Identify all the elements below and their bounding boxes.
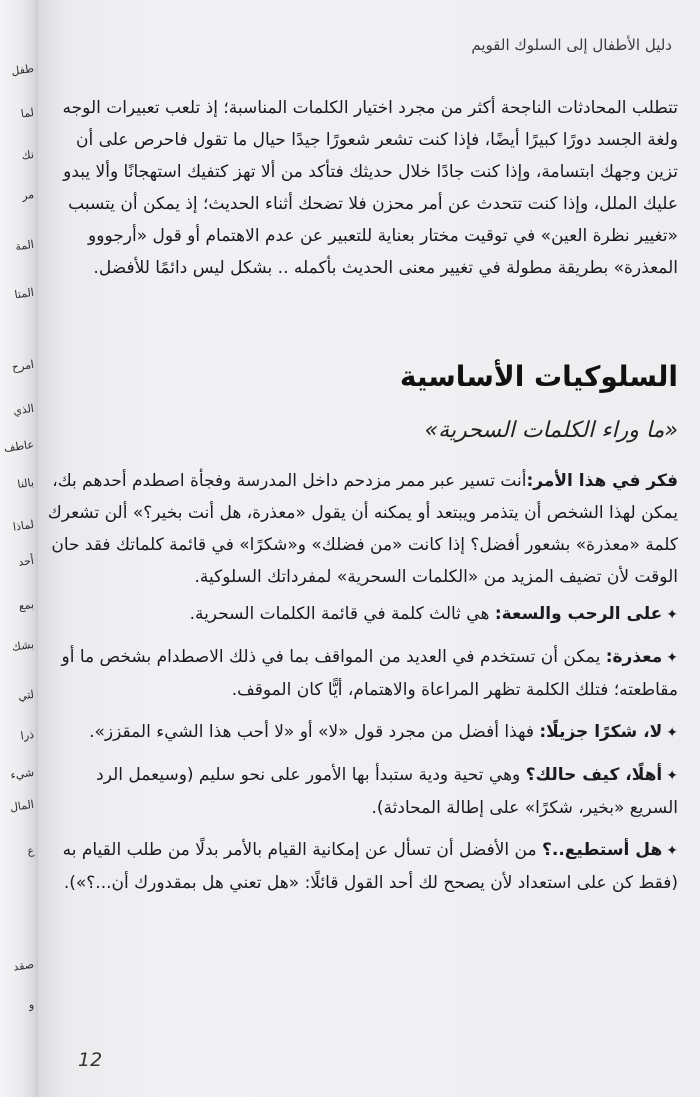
item-term: معذرة: (605, 647, 663, 667)
think-text: أنت تسير عبر ممر مزدحم داخل المدرسة وفجأة اصطدم أحدهم بك، يمكن لهذا الشخص أن يتذمر ويبتعد أو يمكنه أن يقول «معذرة، هل أنت بخير؟» ألن تشعرك كلمة «معذرة» بشعور أفضل؟ إذا كانت «من فضلك» و«شكرًا» في قائمة كلماتك فقد حان الوقت لأن تضيف المزيد من «الكلمات السحرية» لمفرداتك السلوكية. (47, 471, 678, 587)
intro-paragraph (44, 92, 678, 284)
bullet-icon: ✦ (666, 843, 678, 859)
item-term: أهلًا، كيف حالك؟ (525, 765, 663, 785)
running-head: دليل الأطفال إلى السلوك القويم (471, 36, 672, 54)
edge-fragment: امرح (11, 357, 35, 374)
edge-fragment: لتي (17, 687, 35, 703)
item-text: فهذا أفضل من مجرد قول «لا» أو «لا أحب هذا الشيء المقزز». (89, 722, 540, 742)
edge-fragment: المتا (13, 285, 35, 302)
edge-fragment: بمع (17, 597, 35, 613)
list-item (44, 598, 678, 631)
item-term: هل أستطيع..؟ (542, 840, 663, 860)
think-paragraph-text (44, 465, 678, 593)
edge-fragment: ع (26, 843, 35, 858)
page-number: 12 (78, 1049, 103, 1071)
edge-fragment: الذي (12, 401, 35, 418)
edge-fragment: لما (20, 105, 35, 121)
magic-words-list (44, 598, 678, 909)
list-item (44, 716, 678, 749)
item-text: وهي تحية ودية ستبدأ بها الأمور على نحو سليم (وسيعمل الرد السريع «بخير، شكرًا» على إطالة المحادثة). (96, 765, 678, 818)
edge-fragment: شيء (9, 765, 35, 782)
bullet-icon: ✦ (666, 725, 678, 741)
item-text: هي ثالث كلمة في قائمة الكلمات السحرية. (189, 604, 495, 624)
edge-fragment: و (27, 997, 35, 1012)
list-item (44, 759, 678, 824)
edge-fragment: لماذا (12, 517, 35, 534)
edge-fragment: ذرا (19, 727, 35, 743)
item-term: على الرحب والسعة: (494, 604, 663, 624)
edge-fragment: أحد (17, 553, 35, 569)
section-heading: السلوكيات الأساسية (399, 360, 678, 393)
bullet-icon: ✦ (666, 650, 678, 666)
item-text: يمكن أن تستخدم في العديد من المواقف بما في ذلك الاصطدام بشخص ما أو مقاطعته؛ فتلك الكلمة تظهر المراعاة والاهتمام، أيًّا كان الموقف. (61, 647, 678, 700)
item-text: من الأفضل أن تسأل عن إمكانية القيام بالأمر بدلًا من طلب القيام به (فقط كن على استعداد لأن يصحح لك أحد القول قائلًا: «هل تعني هل بمقدورك أن...؟»). (62, 840, 678, 893)
list-item (44, 834, 678, 899)
edge-fragment: نك (20, 147, 35, 163)
think-label: فكر في هذا الأمر: (526, 471, 678, 491)
edge-fragment: المة (14, 237, 35, 254)
edge-fragment: عاطف (3, 437, 35, 455)
sub-heading: «ما وراء الكلمات السحرية» (424, 418, 678, 443)
intro-text: تتطلب المحادثات الناجحة أكثر من مجرد اختيار الكلمات المناسبة؛ إذ تلعب تعبيرات الوجه ولغة الجسد دورًا كبيرًا أيضًا، فإذا كنت تشعر شعورًا جيدًا حيال ما تقول فاحرص على أن تزين وجهك ابتسامة، وإذا كنت جادًا خلال حديثك فتأكد من ألا تهز كتفيك استهجانًا وألا يبدو عليك الملل، وإذا كنت تتحدث عن أمر محزن فلا تضحك أثناء الحديث؛ إذ يمكن أن يتسبب «تغيير نظرة العين» في توقيت مختار بعناية للتعبير عن عدم الاهتمام أو قول «أرجووو المعذرة» بطريقة مطولة في تغيير معنى الحديث بأكمله .. بشكل ليس دائمًا للأفضل. (62, 98, 678, 278)
bullet-icon: ✦ (666, 607, 678, 623)
item-term: لا، شكرًا جزيلًا: (539, 722, 663, 742)
book-page (38, 0, 700, 1097)
think-paragraph (44, 465, 678, 593)
edge-fragment: بشك (10, 637, 35, 654)
adjacent-page-edge (0, 0, 38, 1097)
edge-fragment: صقد (12, 957, 35, 974)
edge-fragment: بالنا (16, 475, 35, 491)
edge-fragment: طفل (10, 61, 35, 78)
edge-fragment: المال (9, 797, 35, 815)
bullet-icon: ✦ (666, 768, 678, 784)
list-item (44, 641, 678, 706)
edge-fragment: مر (21, 187, 35, 203)
